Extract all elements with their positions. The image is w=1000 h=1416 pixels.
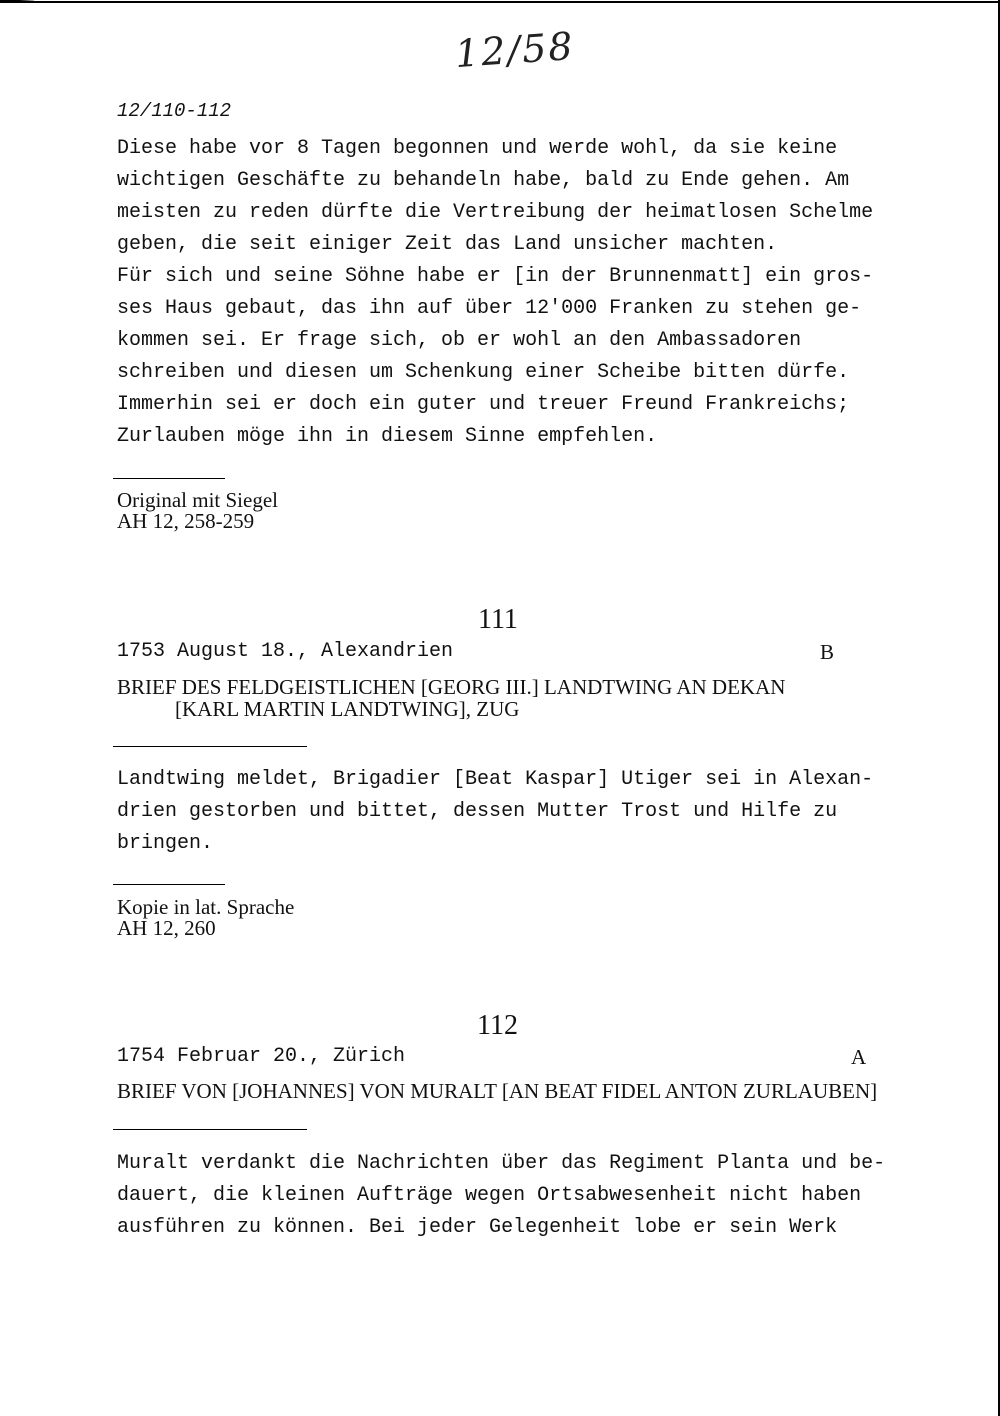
text-line: Immerhin sei er doch ein guter und treuer Freund Frankreichs; <box>117 393 850 416</box>
entry-category-letter: A <box>851 1045 867 1069</box>
separator-rule <box>113 478 225 479</box>
entry-111-summary <box>117 764 873 860</box>
entry-title-line: BRIEF DES FELDGEISTLICHEN [GEORG III.] LANDTWING AN DEKAN <box>117 675 786 699</box>
source-line: AH 12, 260 <box>117 916 216 940</box>
text-line: bringen. <box>117 832 214 855</box>
text-line: Zurlauben möge ihn in diesem Sinne empfehlen. <box>117 425 658 448</box>
handwritten-folio-note: 12/58 <box>453 23 576 77</box>
text-line: wichtigen Geschäfte zu behandeln habe, bald zu Ende gehen. Am <box>117 169 850 192</box>
entry-number: 111 <box>478 604 518 635</box>
source-line: AH 12, 258-259 <box>117 509 255 533</box>
entry-date-place: 1754 Februar 20., Zürich <box>117 1045 406 1068</box>
scan-corner-mark <box>0 0 34 8</box>
text-line: Muralt verdankt die Nachrichten über das Regiment Planta und be- <box>117 1152 886 1175</box>
text-line: kommen sei. Er frage sich, ob er wohl an den Ambassadoren <box>117 329 802 352</box>
text-line: meisten zu reden dürfte die Vertreibung der heimatlosen Schelme <box>117 201 874 224</box>
page-reference: 12/110-112 <box>117 100 232 122</box>
source-line: Kopie in lat. Sprache <box>117 895 295 919</box>
entry-title-line: BRIEF VON [JOHANNES] VON MURALT [AN BEAT FIDEL ANTON ZURLAUBEN] <box>117 1079 878 1103</box>
entry-110-source <box>117 490 278 532</box>
entry-number: 112 <box>477 1010 518 1041</box>
separator-rule <box>113 746 307 747</box>
entry-category-letter: B <box>820 640 835 664</box>
text-line: Landtwing meldet, Brigadier [Beat Kaspar] Utiger sei in Alexan- <box>117 768 874 791</box>
text-line: schreiben und diesen um Schenkung einer Scheibe bitten dürfe. <box>117 361 850 384</box>
entry-title-line: [KARL MARTIN LANDTWING], ZUG <box>175 697 520 721</box>
text-line: ausführen zu können. Bei jeder Gelegenheit lobe er sein Werk <box>117 1216 838 1239</box>
text-line: Für sich und seine Söhne habe er [in der Brunnenmatt] ein gros- <box>117 265 874 288</box>
text-line: drien gestorben und bittet, dessen Mutter Trost und Hilfe zu <box>117 800 838 823</box>
separator-rule <box>113 1129 307 1130</box>
source-line: Original mit Siegel <box>117 488 278 512</box>
text-line: dauert, die kleinen Aufträge wegen Ortsabwesenheit nicht haben <box>117 1184 862 1207</box>
entry-110-text <box>117 133 873 453</box>
text-line: ses Haus gebaut, das ihn auf über 12'000 Franken zu stehen ge- <box>117 297 862 320</box>
entry-111-source <box>117 897 294 939</box>
separator-rule <box>113 884 225 885</box>
scan-border-top <box>0 1 1000 3</box>
text-line: Diese habe vor 8 Tagen begonnen und werde wohl, da sie keine <box>117 137 838 160</box>
text-line: geben, die seit einiger Zeit das Land unsicher machten. <box>117 233 778 256</box>
entry-112-summary <box>117 1148 885 1244</box>
entry-date-place: 1753 August 18., Alexandrien <box>117 640 454 663</box>
